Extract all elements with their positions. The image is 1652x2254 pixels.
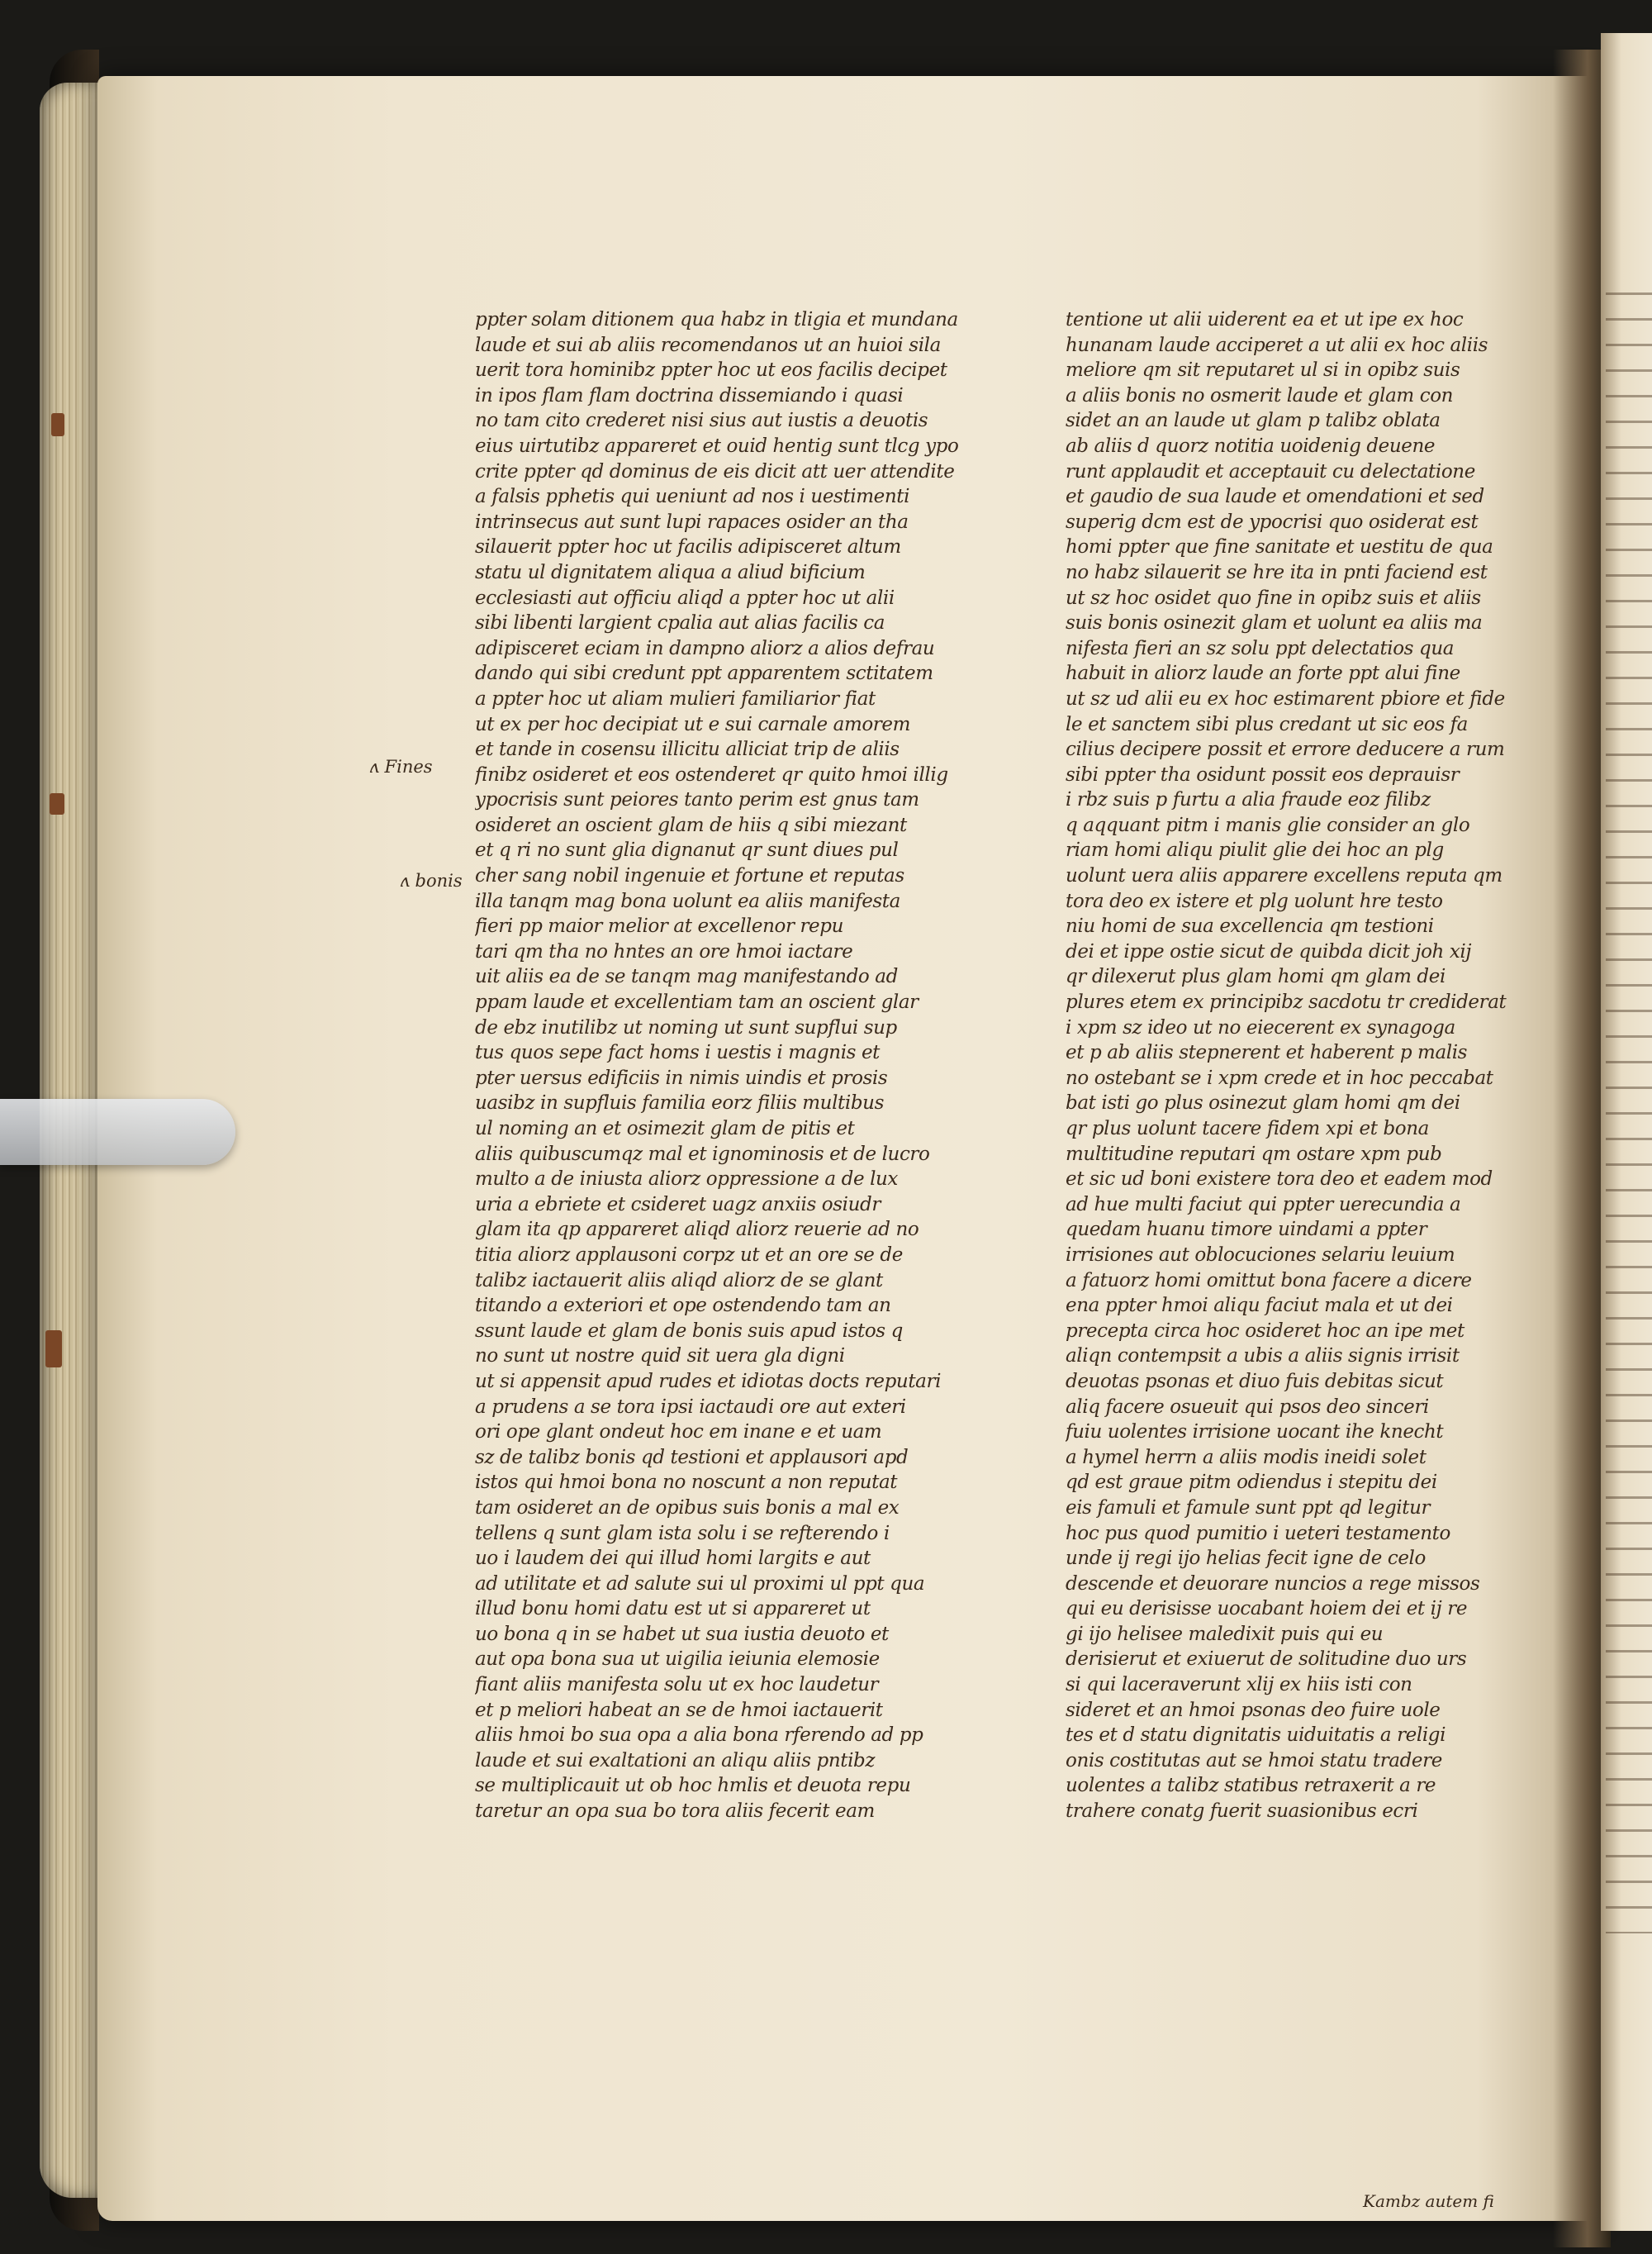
text-line: aut opa bona sua ut uigilia ieiunia elemosie <box>475 1648 880 1671</box>
text-line: no habz silauerit se hre ita in pnti faciend est <box>1066 561 1488 583</box>
text-line: tari qm tha no hntes an ore hmoi iactare <box>475 940 853 963</box>
text-line: cher sang nobil ingenuie et fortune et reputas <box>475 865 904 887</box>
text-line: cilius decipere possit et errore deducere a rum <box>1066 739 1505 761</box>
text-line: trahere conatg fuerit suasionibus ecri <box>1066 1800 1418 1823</box>
text-line: laude et sui ab aliis recomendanos ut an huioi sila <box>475 334 941 356</box>
text-line: intrinsecus aut sunt lupi rapaces osider an tha <box>475 511 909 533</box>
text-line: aliis quibuscumqz mal et ignominosis et de lucro <box>475 1143 930 1165</box>
text-line: illud bonu homi datu est ut si appareret ut <box>475 1598 871 1620</box>
text-line: uo i laudem dei qui illud homi largits e aut <box>475 1548 871 1570</box>
edge-stain <box>45 1330 62 1367</box>
facing-page <box>1601 33 1652 2231</box>
text-line: tellens q sunt glam ista solu i se refterendo i <box>475 1522 890 1544</box>
text-line: laude et sui exaltationi an aliqu aliis pntibz <box>475 1749 876 1771</box>
text-line: uolentes a talibz statibus retraxerit a re <box>1066 1775 1436 1797</box>
text-line: et p ab aliis stepnerent et haberent p malis <box>1066 1042 1468 1064</box>
text-line: no ostebant se i xpm crede et in hoc peccabat <box>1066 1067 1493 1089</box>
text-line: et p meliori habeat an se de hmoi iactauerit <box>475 1699 883 1721</box>
text-line: qr dilexerut plus glam homi qm glam dei <box>1066 966 1446 988</box>
text-line: i rbz suis p furtu a alia fraude eoz filibz <box>1066 789 1431 811</box>
text-line: a prudens a se tora ipsi iactaudi ore aut exteri <box>475 1396 906 1418</box>
text-line: no tam cito crederet nisi sius aut iustis a deuotis <box>475 410 928 432</box>
text-line: et gaudio de sua laude et omendationi et sed <box>1066 486 1484 508</box>
text-line: unde ij regi ijo helias fecit igne de celo <box>1066 1548 1426 1570</box>
text-line: in ipos flam flam doctrina dissemiando i quasi <box>475 384 904 407</box>
text-line: quedam huanu timore uindami a ppter <box>1066 1219 1427 1241</box>
text-line: homi ppter que fine sanitate et uestitu de qua <box>1066 536 1493 559</box>
text-line: dando qui sibi credunt ppt apparentem sctitatem <box>475 663 933 685</box>
text-line: q aqquant pitm i manis glie consider an glo <box>1066 814 1470 836</box>
text-line: uasibz in supfluis familia eorz filiis multibus <box>475 1092 884 1115</box>
text-line: titando a exteriori et ope ostendendo tam an <box>475 1295 891 1317</box>
text-line: hunanam laude acciperet a ut alii ex hoc aliis <box>1066 334 1488 356</box>
text-line: uolunt uera aliis apparere excellens reputa qm <box>1066 865 1502 887</box>
text-line: ut sz ud alii eu ex hoc estimarent pbiore et fide <box>1066 687 1505 710</box>
text-line: a falsis pphetis qui ueniunt ad nos i uestimenti <box>475 486 910 508</box>
text-line: et tande in cosensu illicitu alliciat trip de aliis <box>475 739 900 761</box>
text-line: ad hue multi faciut qui ppter uerecundia a <box>1066 1193 1461 1215</box>
text-line: ena ppter hmoi aliqu faciut mala et ut dei <box>1066 1295 1453 1317</box>
text-line: niu homi de sua excellencia qm testioni <box>1066 915 1434 938</box>
text-line: ppter solam ditionem qua habz in tligia et mundana <box>475 309 958 330</box>
text-line: ypocrisis sunt peiores tanto perim est gnus tam <box>475 789 919 811</box>
text-line: silauerit ppter hoc ut facilis adipisceret altum <box>475 536 901 559</box>
text-line: nifesta fieri an sz solu ppt delectatios qua <box>1066 637 1455 659</box>
text-line: habuit in aliorz laude an forte ppt alui fine <box>1066 663 1460 685</box>
text-column-left <box>475 307 987 1824</box>
text-line: sz de talibz bonis qd testioni et applausori apd <box>475 1446 909 1468</box>
text-column-right <box>1066 307 1540 1824</box>
marginal-note: ʌ bonis <box>400 871 463 891</box>
text-line: se multiplicauit ut ob hoc hmlis et deuota repu <box>475 1775 911 1797</box>
facing-page-text <box>1606 281 1652 1933</box>
text-line: sibi libenti largient cpalia aut alias facilis ca <box>475 612 885 635</box>
text-line: no sunt ut nostre quid sit uera gla digni <box>475 1345 845 1367</box>
text-line: superig dcm est de ypocrisi quo osiderat est <box>1066 511 1479 533</box>
text-line: fuiu uolentes irrisione uocant ihe knecht <box>1066 1421 1444 1443</box>
text-line: aliis hmoi bo sua opa a alia bona rferendo ad pp <box>475 1724 923 1747</box>
text-line: ssunt laude et glam de bonis suis apud istos q <box>475 1320 903 1342</box>
edge-stain <box>51 413 64 436</box>
text-line: eius uirtutibz appareret et ouid hentig sunt tlcg ypo <box>475 435 959 457</box>
text-line: plures etem ex principibz sacdotu tr crediderat <box>1066 991 1507 1014</box>
text-line: derisierut et exiuerut de solitudine duo urs <box>1066 1648 1467 1671</box>
text-line: meliore qm sit reputaret ul si in opibz suis <box>1066 359 1460 382</box>
text-line: ul noming an et osimezit glam de pitis et <box>475 1118 855 1139</box>
text-line: uerit tora hominibz ppter hoc ut eos facilis decipet <box>475 359 947 382</box>
text-line: i xpm sz ideo ut no eiecerent ex synagoga <box>1066 1016 1455 1039</box>
text-line: si qui laceraverunt xlij ex hiis isti con <box>1066 1674 1412 1696</box>
text-line: de ebz inutilibz ut noming ut sunt supflui sup <box>475 1016 897 1039</box>
text-line: le et sanctem sibi plus credant ut sic eos fa <box>1066 713 1468 735</box>
text-line: ad utilitate et ad salute sui ul proximi ul ppt qua <box>475 1572 925 1595</box>
text-line: statu ul dignitatem aliqua a aliud bificium <box>475 561 866 583</box>
text-line: istos qui hmoi bona no noscunt a non reputat <box>475 1472 898 1494</box>
text-line: hoc pus quod pumitio i ueteri testamento <box>1066 1522 1450 1544</box>
text-line: tentione ut alii uiderent ea et ut ipe ex hoc <box>1066 309 1464 330</box>
text-line: et q ri no sunt glia dignanut qr sunt diues pul <box>475 839 899 862</box>
text-line: deuotas psonas et diuo fuis debitas sicut <box>1066 1370 1444 1392</box>
text-line: adipisceret eciam in dampno aliorz a alios defrau <box>475 637 935 659</box>
text-line: a hymel herrn a aliis modis ineidi solet <box>1066 1446 1427 1468</box>
text-line: a fatuorz homi omittut bona facere a dicere <box>1066 1269 1472 1291</box>
text-line: osideret an oscient glam de hiis q sibi miezant <box>475 814 907 836</box>
text-line: crite ppter qd dominus de eis dicit att uer attendite <box>475 460 955 483</box>
text-line: tes et d statu dignitatis uiduitatis a religi <box>1066 1724 1446 1747</box>
text-line: glam ita qp appareret aliqd aliorz reuerie ad no <box>475 1219 919 1241</box>
text-line: titia aliorz applausoni corpz ut et an ore se de <box>475 1244 903 1266</box>
text-line: dei et ippe ostie sicut de quibda dicit joh xij <box>1066 940 1472 963</box>
text-line: et sic ud boni existere tora deo et eadem mod <box>1066 1168 1493 1191</box>
text-line: pter uersus edificiis in nimis uindis et prosis <box>475 1067 888 1089</box>
text-line: illa tanqm mag bona uolunt ea aliis manifesta <box>475 890 900 912</box>
text-line: multitudine reputari qm ostare xpm pub <box>1066 1143 1442 1165</box>
text-line: a aliis bonis no osmerit laude et glam con <box>1066 384 1454 407</box>
text-line: sideret et an hmoi psonas deo fuire uole <box>1066 1699 1441 1721</box>
text-line: descende et deuorare nuncios a rege missos <box>1066 1572 1480 1595</box>
text-line: taretur an opa sua bo tora aliis fecerit eam <box>475 1800 875 1823</box>
text-line: tam osideret an de opibus suis bonis a mal ex <box>475 1496 900 1519</box>
text-line: sibi ppter tha osidunt possit eos deprauisr <box>1066 763 1460 786</box>
text-line: ppam laude et excellentiam tam an oscient glar <box>475 991 919 1014</box>
text-line: tus quos sepe fact homs i uestis i magnis et <box>475 1042 881 1064</box>
text-line: ecclesiasti aut officiu aliqd a ppter hoc ut alii <box>475 587 895 609</box>
text-line: ori ope glant ondeut hoc em inane e et uam <box>475 1421 882 1443</box>
text-line: a ppter hoc ut aliam mulieri familiarior fiat <box>475 687 876 710</box>
text-line: eis famuli et famule sunt ppt qd legitur <box>1066 1496 1431 1519</box>
text-line: qd est graue pitm odiendus i stepitu dei <box>1066 1472 1437 1494</box>
text-line: fieri pp maior melior at excellenor repu <box>475 915 843 938</box>
text-line: tora deo ex istere et plg uolunt hre testo <box>1066 890 1443 912</box>
text-line: runt applaudit et acceptauit cu delectatione <box>1066 460 1475 483</box>
text-line: qr plus uolunt tacere fidem xpi et bona <box>1066 1118 1429 1139</box>
text-line: multo a de iniusta aliorz oppressione a de lux <box>475 1168 899 1191</box>
text-line: aliq facere osueuit qui psos deo sinceri <box>1066 1396 1429 1418</box>
text-line: onis costitutas aut se hmoi statu tradere <box>1066 1749 1442 1771</box>
text-line: irrisiones aut oblocuciones selariu leuium <box>1066 1244 1455 1266</box>
text-line: precepta circa hoc osideret hoc an ipe met <box>1066 1320 1464 1342</box>
text-line: aliqn contempsit a ubis a aliis signis irrisit <box>1066 1345 1460 1367</box>
text-line: ut si appensit apud rudes et idiotas docts reputari <box>475 1370 942 1392</box>
text-line: ab aliis d quorz notitia uoidenig deuene <box>1066 435 1436 457</box>
catchword: Kambz autem fi <box>1363 2191 1494 2211</box>
text-line: qui eu derisisse uocabant hoiem dei et ij re <box>1066 1598 1468 1620</box>
text-line: bat isti go plus osinezut glam homi qm dei <box>1066 1092 1460 1115</box>
marginal-note: ʌ Fines <box>369 757 433 777</box>
text-line: sidet an an laude ut glam p talibz oblata <box>1066 410 1441 432</box>
edge-stain <box>50 793 64 815</box>
text-line: gi ijo helisee maledixit puis qui eu <box>1066 1623 1384 1645</box>
text-line: suis bonis osinezit glam et uolunt ea aliis ma <box>1066 612 1483 635</box>
text-line: finibz osideret et eos ostenderet qr quito hmoi illig <box>475 763 948 786</box>
bookmark-strip <box>0 1099 235 1165</box>
text-line: fiant aliis manifesta solu ut ex hoc laudetur <box>475 1674 879 1696</box>
text-line: riam homi aliqu piulit glie dei hoc an plg <box>1066 839 1444 862</box>
text-line: uo bona q in se habet ut sua iustia deuoto et <box>475 1623 889 1645</box>
text-line: talibz iactauerit aliis aliqd aliorz de se glant <box>475 1269 883 1291</box>
text-line: uit aliis ea de se tanqm mag manifestando ad <box>475 966 898 988</box>
text-line: uria a ebriete et csideret uagz anxiis osiudr <box>475 1193 881 1215</box>
text-line: ut sz hoc osidet quo fine in opibz suis et aliis <box>1066 587 1481 609</box>
text-line: ut ex per hoc decipiat ut e sui carnale amorem <box>475 713 911 735</box>
